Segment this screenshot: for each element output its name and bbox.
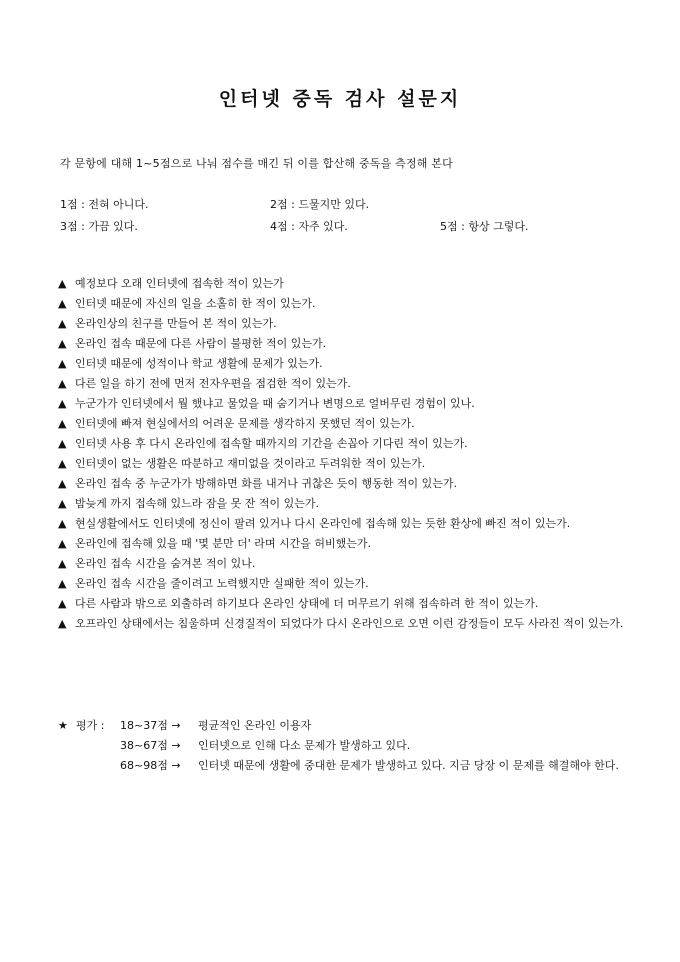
triangle-bullet-icon: ▲ [58, 617, 67, 630]
triangle-bullet-icon: ▲ [58, 297, 67, 310]
triangle-bullet-icon: ▲ [58, 277, 67, 290]
question-item [58, 474, 628, 494]
question-text: 온라인 접속 시간을 숨겨본 적이 있나. [75, 557, 256, 570]
triangle-bullet-icon: ▲ [58, 497, 67, 510]
question-text: 인터넷 때문에 성적이나 학교 생활에 문제가 있는가. [75, 357, 323, 370]
question-text: 누군가가 인터넷에서 뭘 했냐고 물었을 때 숨기거나 변명으로 얼버무린 경험이 있나. [75, 397, 475, 410]
triangle-bullet-icon: ▲ [58, 317, 67, 330]
question-item [58, 514, 628, 534]
triangle-bullet-icon: ▲ [58, 477, 67, 490]
question-text: 오프라인 상태에서는 침울하며 신경질적이 되었다가 다시 온라인으로 오면 이런 감정들이 모두 사라진 적이 있는가. [75, 617, 624, 630]
question-item [58, 614, 628, 634]
score-range: 18~37점 → [120, 719, 181, 732]
question-item [58, 554, 628, 574]
triangle-bullet-icon: ▲ [58, 337, 67, 350]
triangle-bullet-icon: ▲ [58, 537, 67, 550]
question-text: 다른 일을 하기 전에 먼저 전자우편을 점검한 적이 있는가. [75, 377, 351, 390]
score-description: 평균적인 온라인 이용자 [198, 719, 312, 732]
star-icon: ★ [58, 719, 68, 732]
triangle-bullet-icon: ▲ [58, 577, 67, 590]
question-text: 온라인 접속 때문에 다른 사람이 불평한 적이 있는가. [75, 337, 327, 350]
score-description: 인터넷 때문에 생활에 중대한 문제가 발생하고 있다. 지금 당장 이 문제를 해결해야 한다. [198, 759, 619, 772]
question-text: 인터넷 때문에 자신의 일을 소홀히 한 적이 있는가. [75, 297, 316, 310]
question-text: 밤늦게 까지 접속해 있느라 잠을 못 잔 적이 있는가. [75, 497, 319, 510]
question-item [58, 494, 628, 514]
question-text: 현실생활에서도 인터넷에 정신이 팔려 있거나 다시 온라인에 접속해 있는 듯한 환상에 빠진 적이 있는가. [75, 517, 571, 530]
score-range: 38~67점 → [120, 739, 181, 752]
triangle-bullet-icon: ▲ [58, 517, 67, 530]
question-text: 예정보다 오래 인터넷에 접속한 적이 있는가 [75, 277, 284, 290]
evaluation-row [58, 716, 628, 736]
question-list [58, 274, 628, 634]
triangle-bullet-icon: ▲ [58, 437, 67, 450]
question-item [58, 274, 628, 294]
triangle-bullet-icon: ▲ [58, 417, 67, 430]
evaluation-label: 평가 : [76, 719, 105, 732]
question-item [58, 454, 628, 474]
question-item [58, 394, 628, 414]
question-text: 온라인 접속 시간을 줄이려고 노력했지만 실패한 적이 있는가. [75, 577, 369, 590]
question-item [58, 574, 628, 594]
triangle-bullet-icon: ▲ [58, 397, 67, 410]
scale-item: 2점 : 드물지만 있다. [270, 198, 370, 211]
question-item [58, 314, 628, 334]
question-item [58, 594, 628, 614]
scale-item: 1점 : 전혀 아니다. [60, 198, 149, 211]
question-item [58, 294, 628, 314]
scale-item: 4점 : 자주 있다. [270, 220, 348, 233]
question-text: 인터넷에 빠져 현실에서의 어려운 문제를 생각하지 못했던 적이 있는가. [75, 417, 415, 430]
scale-item: 3점 : 가끔 있다. [60, 220, 138, 233]
question-text: 온라인에 접속해 있을 때 '몇 분만 더' 라며 시간을 허비했는가. [75, 537, 372, 550]
question-text: 온라인 접속 중 누군가가 방해하면 화를 내거나 귀찮은 듯이 행동한 적이 있는가. [75, 477, 457, 490]
triangle-bullet-icon: ▲ [58, 557, 67, 570]
question-item [58, 354, 628, 374]
evaluation-section [58, 716, 628, 796]
scale-item: 5점 : 항상 그렇다. [440, 220, 529, 233]
question-item [58, 374, 628, 394]
evaluation-row [58, 756, 628, 796]
score-description: 인터넷으로 인해 다소 문제가 발생하고 있다. [198, 739, 411, 752]
question-text: 온라인상의 친구를 만들어 본 적이 있는가. [75, 317, 277, 330]
triangle-bullet-icon: ▲ [58, 457, 67, 470]
question-text: 다른 사람과 밖으로 외출하려 하기보다 온라인 상태에 더 머무르기 위해 접속하려 한 적이 있는가. [75, 597, 539, 610]
triangle-bullet-icon: ▲ [58, 597, 67, 610]
triangle-bullet-icon: ▲ [58, 357, 67, 370]
score-range: 68~98점 → [120, 759, 181, 772]
question-item [58, 334, 628, 354]
page-title: 인터넷 중독 검사 설문지 [218, 88, 462, 110]
question-item [58, 534, 628, 554]
evaluation-row [58, 736, 628, 756]
question-item [58, 414, 628, 434]
question-item [58, 434, 628, 454]
question-text: 인터넷 사용 후 다시 온라인에 접속할 때까지의 기간을 손꼽아 기다린 적이 있는가. [75, 437, 468, 450]
question-text: 인터넷이 없는 생활은 따분하고 재미없을 것이라고 두려워한 적이 있는가. [75, 457, 426, 470]
intro-text: 각 문항에 대해 1~5점으로 나눠 점수를 매긴 뒤 이를 합산해 중독을 측정해 본다 [60, 157, 453, 170]
triangle-bullet-icon: ▲ [58, 377, 67, 390]
